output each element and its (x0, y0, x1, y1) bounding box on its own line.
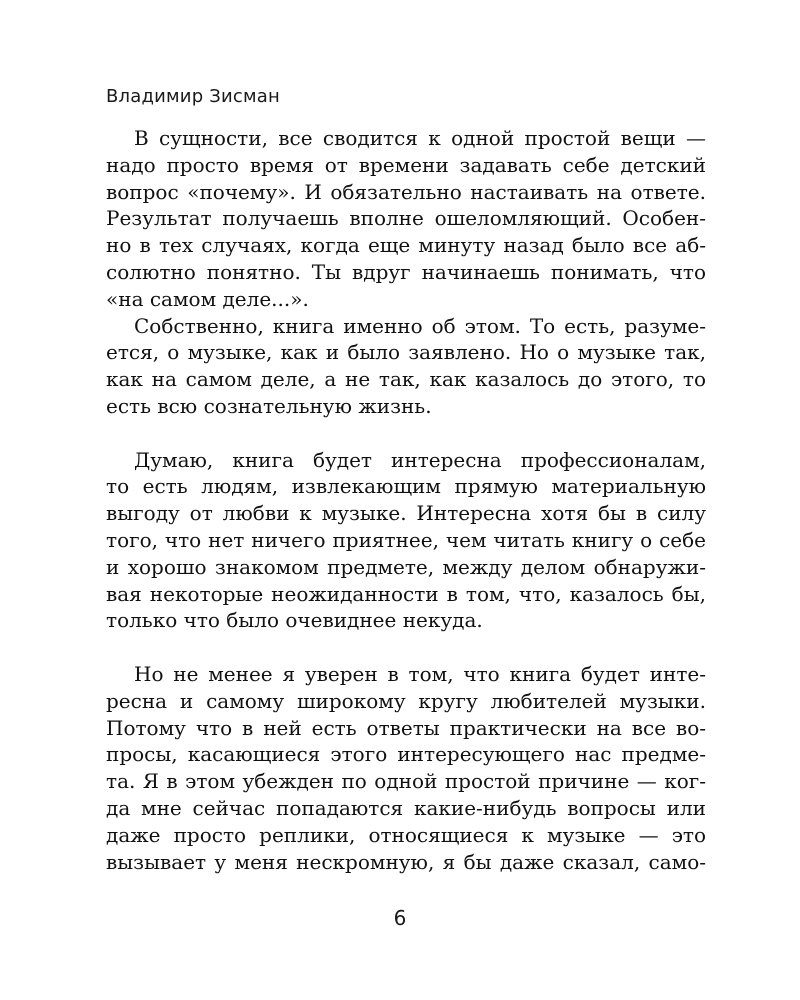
paragraph-4 (106, 661, 706, 875)
text-line: Собственно, книга именно об этом. То есть, разуме- (134, 313, 706, 338)
text-line: просы, касающиеся этого интересующего нас предме- (106, 742, 706, 767)
text-line: Думаю, книга будет интересна профессионалам, (134, 447, 706, 472)
text-line: вопрос «почему». И обязательно настаивать на ответе. (106, 179, 706, 204)
text-line: как на самом деле, а не так, как казалось до этого, то (106, 367, 706, 392)
text-line: солютно понятно. Ты вдруг начинаешь понимать, что (106, 259, 706, 284)
text-line: та. Я в этом убежден по одной простой причине — ког- (106, 769, 706, 794)
text-line: ресна и самому широкому кругу любителей музыки. (106, 688, 706, 713)
text-line: надо просто время от времени задавать себе детский (106, 152, 706, 177)
page-number: 6 (393, 906, 407, 930)
text-line: Потому что в ней есть ответы практически на все во- (106, 715, 706, 740)
text-line: вая некоторые неожиданности в том, что, казалось бы, (106, 581, 706, 606)
paragraph-1 (106, 125, 706, 313)
text-line: и хорошо знакомом предмете, между делом обнаружи- (106, 554, 706, 579)
text-line: есть всю сознательную жизнь. (106, 393, 432, 418)
text-line: даже просто реплики, относящиеся к музыке — это (106, 822, 706, 847)
text-line: то есть людям, извлекающим прямую материальную (106, 474, 706, 499)
text-line: да мне сейчас попадаются какие-нибудь вопросы или (106, 795, 706, 820)
text-line: В сущности, все сводится к одной простой вещи — (134, 126, 706, 150)
text-line: ется, о музыке, как и было заявлено. Но о музыке так, (106, 340, 706, 365)
text-line: но в тех случаях, когда еще минуту назад было все аб- (106, 233, 706, 258)
paragraph-3 (106, 447, 706, 635)
text-line: только что было очевиднее некуда. (106, 608, 483, 633)
text-line: того, что нет ничего приятнее, чем читать книгу о себе (106, 527, 706, 552)
text-line: «на самом деле...». (106, 286, 309, 311)
text-line: Результат получаешь вполне ошеломляющий. Особен- (106, 206, 706, 231)
text-line: выгоду от любви к музыке. Интересна хотя бы в силу (106, 501, 706, 526)
body-text (106, 125, 706, 875)
text-line: вызывает у меня нескромную, я бы даже сказал, само- (106, 849, 706, 874)
paragraph-gap (106, 634, 706, 661)
paragraph-gap (106, 420, 706, 447)
running-head-author: Владимир Зисман (106, 86, 280, 107)
paragraph-2 (106, 313, 706, 420)
text-line: Но не менее я уверен в том, что книга будет инте- (134, 661, 706, 686)
